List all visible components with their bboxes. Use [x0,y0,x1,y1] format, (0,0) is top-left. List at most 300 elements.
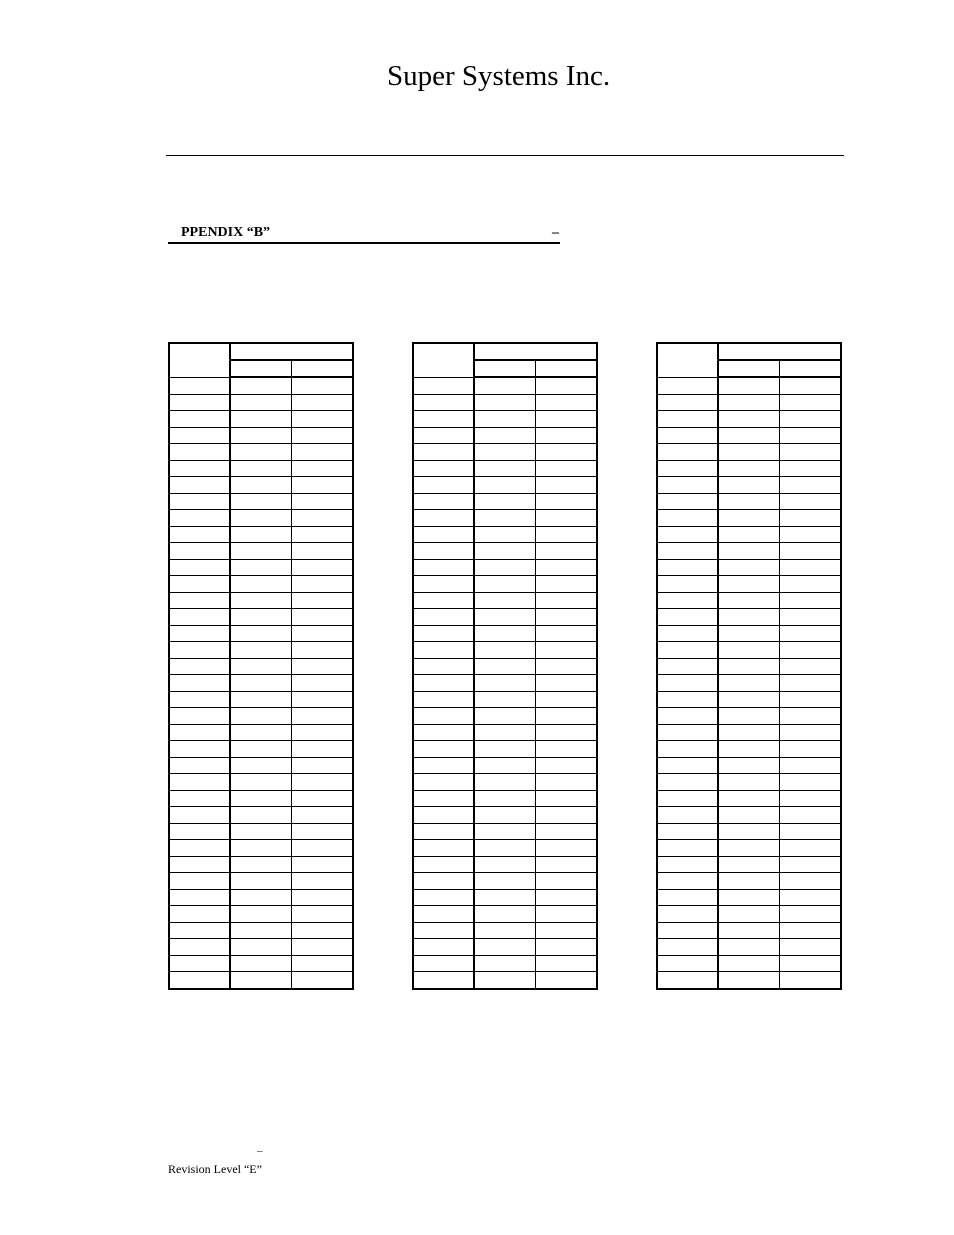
table-cell [474,592,535,609]
table-cell [536,906,597,923]
table-cell [718,856,779,873]
table-row [169,510,353,527]
table-cell [780,922,841,939]
table-cell [413,559,474,576]
table-row [169,559,353,576]
table-cell [474,774,535,791]
table-cell [657,460,718,477]
table-cell [230,741,291,758]
table-cell [292,972,353,989]
table-cell [413,823,474,840]
table-cell [718,708,779,725]
table-cell [780,889,841,906]
table-cell [230,559,291,576]
table-cell [413,609,474,626]
table-row [657,460,841,477]
table-cell [230,477,291,494]
table-cell [292,889,353,906]
table-row [413,609,597,626]
table-cell [718,394,779,411]
table-cell [169,823,230,840]
table-cell [536,609,597,626]
table-row [413,939,597,956]
table-cell [292,394,353,411]
table-row [413,790,597,807]
table-cell [413,939,474,956]
table-cell [230,823,291,840]
table-cell [718,906,779,923]
table-cell [536,543,597,560]
table-cell [169,658,230,675]
table-cell [230,609,291,626]
table-cell [657,559,718,576]
table-group-header-cell [718,343,841,360]
table-cell [718,757,779,774]
data-table-3 [656,342,842,990]
table-cell [780,377,841,394]
table-cell [230,592,291,609]
table-cell [413,576,474,593]
table-cell [474,444,535,461]
table-row [413,658,597,675]
table-row [169,493,353,510]
table-row [413,576,597,593]
table-cell [230,807,291,824]
table-header-cell [169,343,230,377]
table-cell [474,658,535,675]
table-cell [413,411,474,428]
table-row [657,922,841,939]
table-cell [413,510,474,527]
table-row [657,444,841,461]
table-cell [230,873,291,890]
table-cell [536,807,597,824]
table-cell [780,411,841,428]
table-cell [230,394,291,411]
table-cell [413,675,474,692]
table-row [657,411,841,428]
table-cell [536,460,597,477]
appendix-title-dash: – [552,225,559,240]
table-cell [780,658,841,675]
table-cell [474,576,535,593]
table-cell [292,807,353,824]
table-row [169,972,353,989]
table-cell [474,543,535,560]
table-row [169,708,353,725]
table-cell [718,922,779,939]
table-cell [413,377,474,394]
table-cell [413,922,474,939]
table-cell [292,625,353,642]
table-subheader-cell [230,360,291,377]
table-cell [718,510,779,527]
table-cell [292,856,353,873]
table-cell [780,790,841,807]
table-cell [780,823,841,840]
table-row [657,972,841,989]
table-cell [657,757,718,774]
table-cell [169,477,230,494]
table-row [169,675,353,692]
table-cell [657,955,718,972]
table-cell [292,559,353,576]
revision-level: Revision Level “E” [168,1162,262,1176]
table-cell [657,889,718,906]
table-cell [413,625,474,642]
table-cell [230,460,291,477]
table-cell [292,724,353,741]
table-row [413,526,597,543]
table-group-header-cell [230,343,353,360]
table-cell [657,377,718,394]
table-cell [657,411,718,428]
table-cell [413,807,474,824]
table-cell [718,691,779,708]
table-cell [413,757,474,774]
table-cell [657,807,718,824]
table-group-header-cell [474,343,597,360]
table-cell [292,823,353,840]
table-row [657,955,841,972]
table-cell [413,444,474,461]
table-row [169,823,353,840]
table-cell [474,691,535,708]
table-row [413,642,597,659]
table-cell [718,444,779,461]
table-row [657,543,841,560]
table-cell [780,609,841,626]
table-cell [718,823,779,840]
table-row [657,939,841,956]
table-row [413,807,597,824]
table-row [413,856,597,873]
table-cell [657,774,718,791]
table-cell [292,543,353,560]
table-cell [169,411,230,428]
table-cell [230,790,291,807]
table-subheader-cell [474,360,535,377]
appendix-title [168,224,560,244]
table-row [413,427,597,444]
table-cell [169,873,230,890]
table-cell [413,790,474,807]
table-cell [780,774,841,791]
table-cell [718,592,779,609]
table-cell [292,510,353,527]
table-cell [657,922,718,939]
table-cell [536,774,597,791]
table-row [413,906,597,923]
table-cell [718,790,779,807]
table-cell [230,576,291,593]
table-row [169,724,353,741]
table-cell [292,939,353,956]
table-cell [230,922,291,939]
table-cell [169,377,230,394]
table-cell [292,477,353,494]
table-cell [536,642,597,659]
table-cell [474,510,535,527]
table-row [169,757,353,774]
table-cell [536,691,597,708]
table-cell [657,675,718,692]
table-row [413,757,597,774]
table-cell [657,427,718,444]
table-row [413,889,597,906]
table-row [169,856,353,873]
table-row [657,477,841,494]
table-cell [536,477,597,494]
table-cell [718,939,779,956]
table-row [657,807,841,824]
table-cell [169,790,230,807]
table-row [169,460,353,477]
table-row [413,840,597,857]
table-cell [474,411,535,428]
table-cell [292,708,353,725]
table-cell [718,559,779,576]
table-cell [230,543,291,560]
table-row [413,708,597,725]
table-cell [230,510,291,527]
table-row [413,741,597,758]
table-cell [474,955,535,972]
table-cell [718,460,779,477]
table-cell [474,972,535,989]
table-cell [292,592,353,609]
table-cell [780,576,841,593]
table-cell [230,658,291,675]
table-cell [413,691,474,708]
table-cell [657,543,718,560]
table-cell [413,856,474,873]
table-cell [536,559,597,576]
table-row [169,526,353,543]
table-row [169,790,353,807]
table-cell [780,939,841,956]
table-row [657,724,841,741]
table-cell [474,939,535,956]
table-row [657,790,841,807]
table-cell [657,873,718,890]
table-cell [780,625,841,642]
table-cell [718,625,779,642]
table-row [657,526,841,543]
table-row [657,576,841,593]
table-cell [718,609,779,626]
table-cell [169,444,230,461]
table-cell [292,609,353,626]
table-cell [718,774,779,791]
table-cell [657,708,718,725]
table-cell [292,576,353,593]
table-cell [536,625,597,642]
table-header-row [657,343,841,360]
table-cell [718,493,779,510]
table-cell [292,790,353,807]
table-cell [536,576,597,593]
table-row [657,823,841,840]
table-cell [169,559,230,576]
table-cell [536,955,597,972]
table-cell [169,625,230,642]
table-cell [657,840,718,857]
table-cell [292,460,353,477]
table-row [413,873,597,890]
table-cell [413,460,474,477]
table-cell [230,774,291,791]
table-row [657,691,841,708]
table-cell [292,955,353,972]
table-row [413,543,597,560]
table-cell [474,377,535,394]
table-header-row [169,343,353,360]
table-cell [657,972,718,989]
table-cell [169,906,230,923]
table-cell [169,576,230,593]
table-row [413,510,597,527]
table-cell [474,823,535,840]
table-row [169,444,353,461]
table-cell [474,840,535,857]
table-cell [474,889,535,906]
table-cell [536,939,597,956]
table-row [413,394,597,411]
table-cell [292,675,353,692]
table-cell [169,592,230,609]
table-row [413,972,597,989]
table-row [657,873,841,890]
table-cell [657,790,718,807]
table-cell [413,906,474,923]
table-cell [169,609,230,626]
table-cell [230,724,291,741]
table-cell [536,922,597,939]
table-cell [657,741,718,758]
table-row [169,939,353,956]
table-row [413,625,597,642]
table-subheader-cell [718,360,779,377]
table-cell [718,543,779,560]
table-cell [230,708,291,725]
table-cell [230,625,291,642]
table-cell [169,774,230,791]
company-name: Super Systems Inc. [387,60,611,92]
table-row [413,411,597,428]
table-cell [780,427,841,444]
table-row [169,658,353,675]
table-cell [169,724,230,741]
table-cell [169,526,230,543]
table-cell [169,741,230,758]
table-cell [230,955,291,972]
table-row [657,427,841,444]
table-cell [536,856,597,873]
table-cell [413,543,474,560]
table-cell [413,526,474,543]
table-cell [657,906,718,923]
table-cell [780,526,841,543]
table-cell [169,543,230,560]
table-cell [474,427,535,444]
table-cell [718,724,779,741]
table-cell [413,642,474,659]
table-subheader-cell [536,360,597,377]
table-cell [230,526,291,543]
table-cell [536,840,597,857]
table-row [413,823,597,840]
table-cell [657,576,718,593]
table-row [413,444,597,461]
table-cell [230,972,291,989]
table-header-cell [413,343,474,377]
table-cell [536,427,597,444]
table-cell [474,609,535,626]
table-cell [230,377,291,394]
table-cell [169,675,230,692]
table-cell [230,427,291,444]
table-row [169,576,353,593]
table-row [169,477,353,494]
table-cell [718,741,779,758]
table-cell [292,741,353,758]
table-row [413,377,597,394]
table-cell [292,493,353,510]
table-cell [718,642,779,659]
table-row [657,856,841,873]
table-cell [230,840,291,857]
table-cell [718,840,779,857]
table-row [657,592,841,609]
table-cell [169,708,230,725]
table-cell [230,493,291,510]
table-cell [780,840,841,857]
data-table-1 [168,342,354,990]
table-cell [292,377,353,394]
table-cell [474,757,535,774]
table-cell [230,889,291,906]
table-cell [657,658,718,675]
table-cell [780,493,841,510]
table-cell [657,526,718,543]
table-cell [718,675,779,692]
table-cell [657,444,718,461]
table-row [169,741,353,758]
table-cell [536,708,597,725]
table-cell [413,427,474,444]
table-cell [780,906,841,923]
table-cell [230,939,291,956]
table-cell [780,873,841,890]
table-cell [657,625,718,642]
table-row [413,592,597,609]
table-cell [536,790,597,807]
table-row [657,708,841,725]
table-cell [413,873,474,890]
table-row [169,642,353,659]
table-row [657,394,841,411]
table-cell [536,889,597,906]
table-cell [413,477,474,494]
table-row [169,609,353,626]
table-cell [474,708,535,725]
table-cell [718,377,779,394]
table-row [413,955,597,972]
table-cell [169,856,230,873]
table-cell [413,493,474,510]
table-cell [474,922,535,939]
